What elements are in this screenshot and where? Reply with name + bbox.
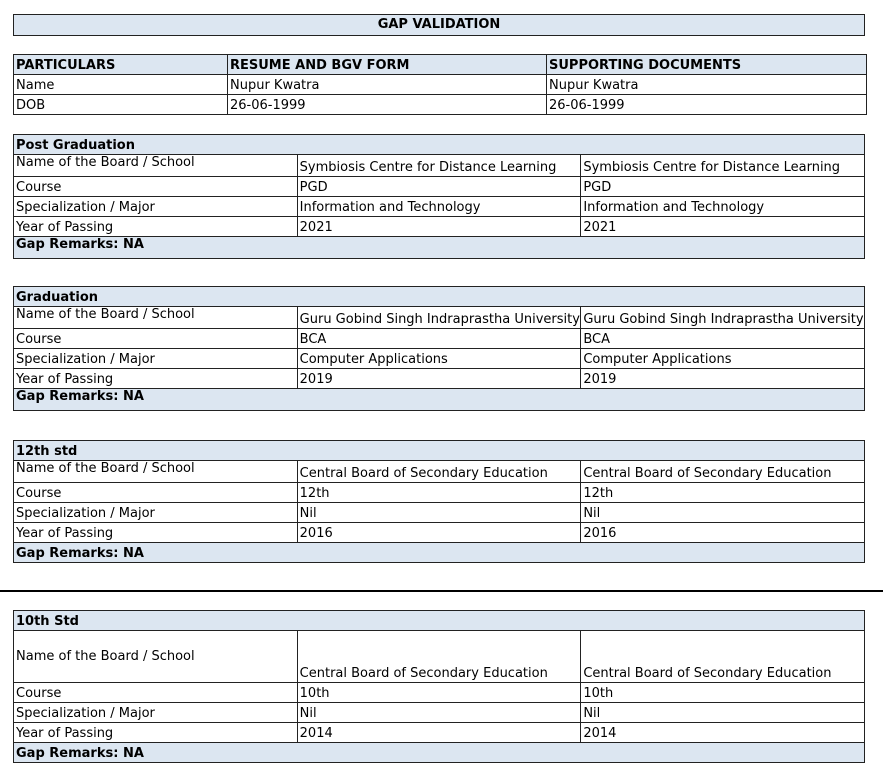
dob-label: DOB bbox=[14, 95, 228, 115]
gap-remarks: Gap Remarks: NA bbox=[14, 237, 865, 259]
course-docs: BCA bbox=[581, 329, 865, 349]
specialization-docs: Computer Applications bbox=[581, 349, 865, 369]
board-docs: Guru Gobind Singh Indraprastha University bbox=[581, 307, 865, 329]
name-docs: Nupur Kwatra bbox=[547, 75, 867, 95]
course-docs: PGD bbox=[581, 177, 865, 197]
header-supporting: SUPPORTING DOCUMENTS bbox=[547, 55, 867, 75]
board-label: Name of the Board / School bbox=[14, 307, 298, 329]
board-resume: Central Board of Secondary Education bbox=[297, 631, 581, 683]
education-table bbox=[13, 134, 865, 259]
header-particulars: PARTICULARS bbox=[14, 55, 228, 75]
board-docs: Symbiosis Centre for Distance Learning bbox=[581, 155, 865, 177]
specialization-docs: Nil bbox=[581, 503, 865, 523]
specialization-resume: Information and Technology bbox=[297, 197, 581, 217]
course-resume: 10th bbox=[297, 683, 581, 703]
name-row bbox=[14, 75, 867, 95]
specialization-resume: Computer Applications bbox=[297, 349, 581, 369]
specialization-row bbox=[14, 349, 865, 369]
course-label: Course bbox=[14, 177, 298, 197]
course-label: Course bbox=[14, 683, 298, 703]
specialization-docs: Nil bbox=[581, 703, 865, 723]
board-row bbox=[14, 307, 865, 329]
course-row bbox=[14, 329, 865, 349]
course-row bbox=[14, 683, 865, 703]
remarks-row bbox=[14, 743, 865, 763]
section-heading-row bbox=[14, 287, 865, 307]
specialization-label: Specialization / Major bbox=[14, 197, 298, 217]
gap-remarks: Gap Remarks: NA bbox=[14, 389, 865, 411]
remarks-row bbox=[14, 237, 865, 259]
section-heading: Post Graduation bbox=[14, 135, 865, 155]
section-heading: 10th Std bbox=[14, 611, 865, 631]
section-heading: 12th std bbox=[14, 441, 865, 461]
board-docs: Central Board of Secondary Education bbox=[581, 631, 865, 683]
board-label: Name of the Board / School bbox=[14, 631, 298, 683]
personal-block bbox=[13, 54, 865, 115]
specialization-row bbox=[14, 703, 865, 723]
board-row bbox=[14, 155, 865, 177]
course-row bbox=[14, 177, 865, 197]
year-docs: 2014 bbox=[581, 723, 865, 743]
gap-remarks: Gap Remarks: NA bbox=[14, 543, 865, 563]
page-title: GAP VALIDATION bbox=[13, 14, 865, 36]
year-label: Year of Passing bbox=[14, 723, 298, 743]
year-label: Year of Passing bbox=[14, 523, 298, 543]
name-label: Name bbox=[14, 75, 228, 95]
section-post-graduation bbox=[13, 134, 865, 259]
education-table bbox=[13, 610, 865, 763]
remarks-row bbox=[14, 389, 865, 411]
gap-remarks: Gap Remarks: NA bbox=[14, 743, 865, 763]
course-label: Course bbox=[14, 329, 298, 349]
course-label: Course bbox=[14, 483, 298, 503]
course-docs: 12th bbox=[581, 483, 865, 503]
header-row bbox=[14, 55, 867, 75]
personal-table bbox=[13, 54, 867, 115]
dob-docs: 26-06-1999 bbox=[547, 95, 867, 115]
remarks-row bbox=[14, 543, 865, 563]
specialization-row bbox=[14, 197, 865, 217]
section-graduation bbox=[13, 286, 865, 411]
year-row bbox=[14, 217, 865, 237]
year-resume: 2014 bbox=[297, 723, 581, 743]
specialization-label: Specialization / Major bbox=[14, 503, 298, 523]
course-resume: 12th bbox=[297, 483, 581, 503]
course-docs: 10th bbox=[581, 683, 865, 703]
year-row bbox=[14, 723, 865, 743]
board-docs: Central Board of Secondary Education bbox=[581, 461, 865, 483]
year-label: Year of Passing bbox=[14, 217, 298, 237]
board-row bbox=[14, 631, 865, 683]
year-label: Year of Passing bbox=[14, 369, 298, 389]
board-resume: Guru Gobind Singh Indraprastha University bbox=[297, 307, 581, 329]
year-docs: 2016 bbox=[581, 523, 865, 543]
year-row bbox=[14, 369, 865, 389]
education-table bbox=[13, 440, 865, 563]
course-resume: PGD bbox=[297, 177, 581, 197]
year-resume: 2021 bbox=[297, 217, 581, 237]
dob-resume: 26-06-1999 bbox=[228, 95, 547, 115]
specialization-resume: Nil bbox=[297, 503, 581, 523]
dob-row bbox=[14, 95, 867, 115]
year-docs: 2019 bbox=[581, 369, 865, 389]
year-docs: 2021 bbox=[581, 217, 865, 237]
page-break-divider bbox=[0, 590, 883, 592]
course-row bbox=[14, 483, 865, 503]
header-resume: RESUME AND BGV FORM bbox=[228, 55, 547, 75]
specialization-docs: Information and Technology bbox=[581, 197, 865, 217]
board-label: Name of the Board / School bbox=[14, 155, 298, 177]
year-row bbox=[14, 523, 865, 543]
section-heading-row bbox=[14, 441, 865, 461]
board-row bbox=[14, 461, 865, 483]
board-label: Name of the Board / School bbox=[14, 461, 298, 483]
course-resume: BCA bbox=[297, 329, 581, 349]
section-heading: Graduation bbox=[14, 287, 865, 307]
section-12th bbox=[13, 440, 865, 563]
specialization-row bbox=[14, 503, 865, 523]
specialization-label: Specialization / Major bbox=[14, 349, 298, 369]
section-10th bbox=[13, 610, 865, 763]
education-table bbox=[13, 286, 865, 411]
year-resume: 2019 bbox=[297, 369, 581, 389]
specialization-label: Specialization / Major bbox=[14, 703, 298, 723]
section-heading-row bbox=[14, 611, 865, 631]
section-heading-row bbox=[14, 135, 865, 155]
specialization-resume: Nil bbox=[297, 703, 581, 723]
year-resume: 2016 bbox=[297, 523, 581, 543]
board-resume: Central Board of Secondary Education bbox=[297, 461, 581, 483]
board-resume: Symbiosis Centre for Distance Learning bbox=[297, 155, 581, 177]
name-resume: Nupur Kwatra bbox=[228, 75, 547, 95]
